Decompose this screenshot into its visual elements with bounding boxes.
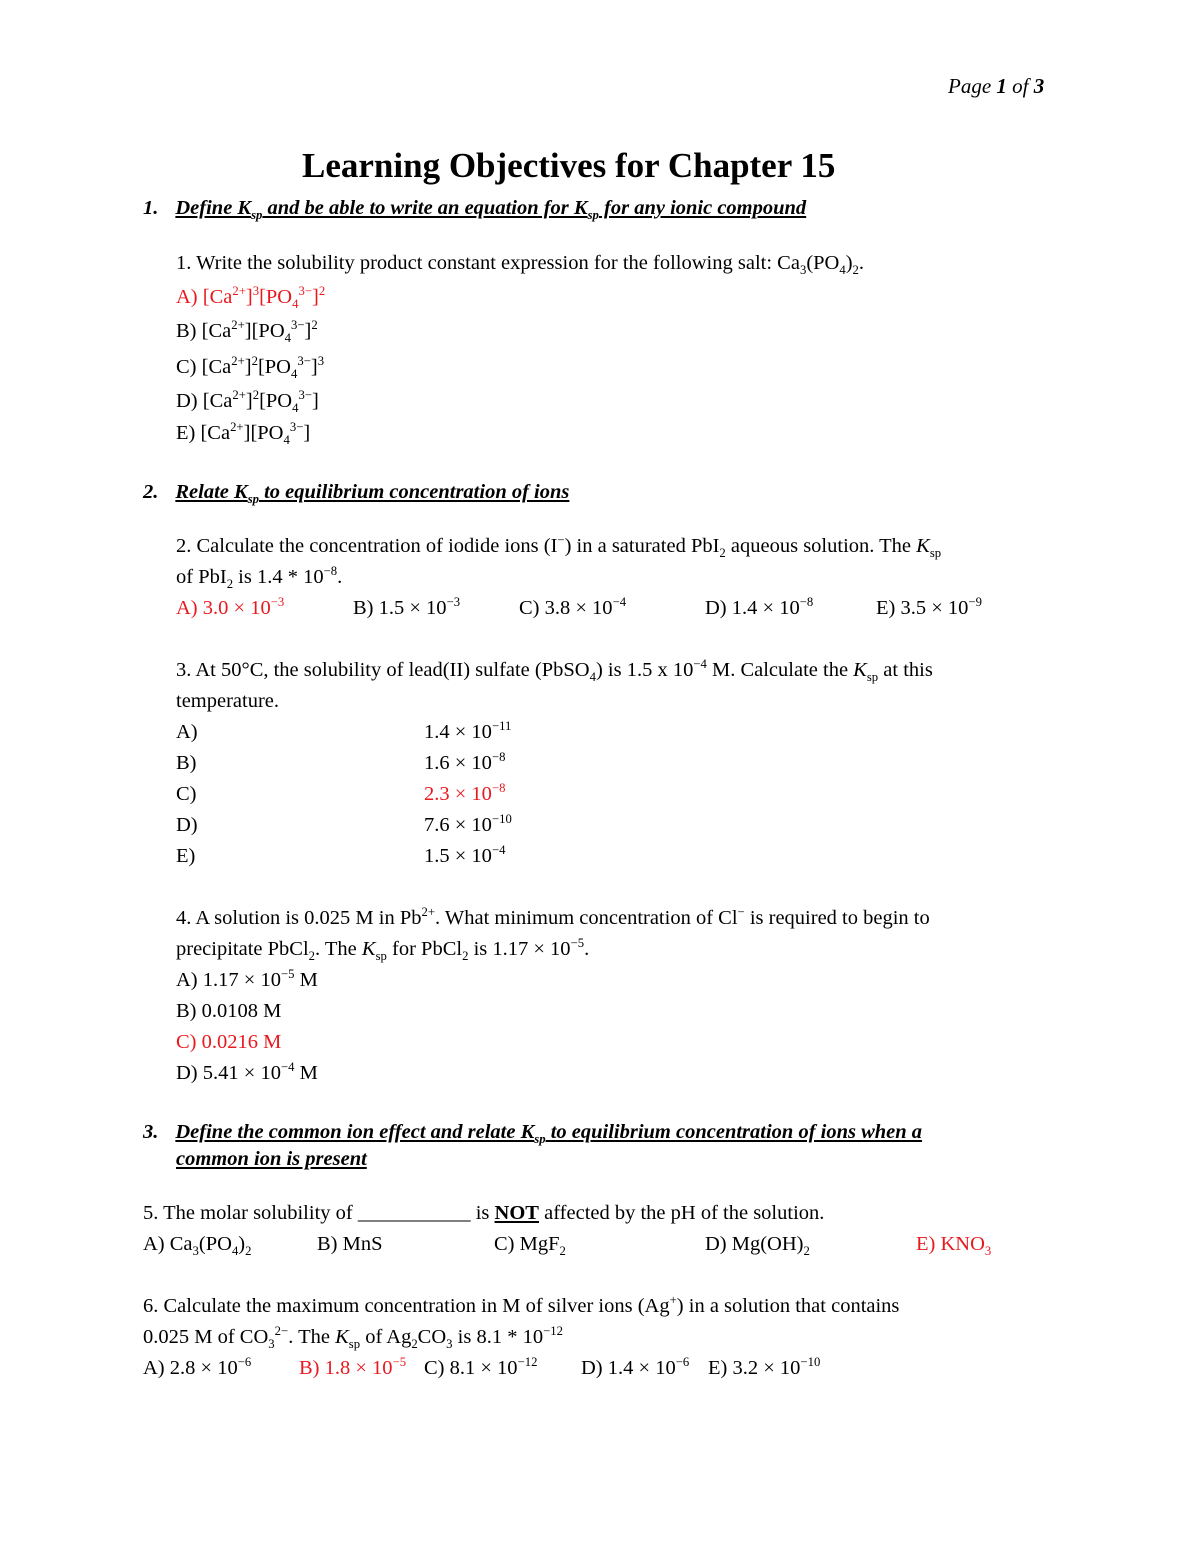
question-5-option-c: C) MgF$_2$	[494, 1233, 566, 1259]
question-2-option-e: E) $3.5 \times 10^{-9}$	[876, 595, 982, 619]
question-3-option-d-value: $7.6 \times 10^{-10}$	[424, 812, 512, 836]
question-2-stem-line-2: of PbI$_2$ is $1.4 * 10^{-8}$.	[176, 564, 343, 592]
question-3-option-e-value: $1.5 \times 10^{-4}$	[424, 843, 506, 867]
objective-1-heading: 1. Define $K_{sp}$ and be able to write an equation for $K_{sp}$ for any ionic compound	[143, 197, 807, 223]
question-3-option-d-letter: D)	[176, 814, 198, 836]
question-1-option-c: C) $[Ca^{2+}]^2[PO_4^{3-}]^3$	[176, 354, 325, 382]
question-5-option-d: D) $Mg(OH)_2$	[705, 1233, 810, 1259]
question-4-option-c: C) 0.0216 M	[176, 1031, 282, 1053]
question-3-option-c-letter: C)	[176, 783, 197, 805]
question-2-option-a: A) $3.0 \times 10^{-3}$	[176, 595, 285, 619]
question-4-option-b: B) 0.0108 M	[176, 1000, 282, 1022]
question-3-option-a-value: $1.4 \times 10^{-11}$	[424, 719, 512, 743]
question-3-option-b-value: $1.6 \times 10^{-8}$	[424, 750, 506, 774]
question-3-option-e-letter: E)	[176, 845, 196, 867]
question-1-option-a: A) $[Ca^{2+}]^3[PO_4^{3-}]^2$	[176, 284, 326, 312]
question-6-option-d: D) $1.4 \times 10^{-6}$	[581, 1355, 690, 1379]
objective-3-heading-line-1: 3. Define the common ion effect and relate $K_{sp}$ to equilibrium concentration of ions when a	[143, 1121, 923, 1147]
question-3-option-b-letter: B)	[176, 752, 197, 774]
question-1-option-e: E) $[Ca^{2+}][PO_4^{3-}]$	[176, 420, 311, 448]
question-6-option-a: A) $2.8 \times 10^{-6}$	[143, 1355, 252, 1379]
question-5-stem: 5. The molar solubility of ___________ is NOT affected by the pH of the solution.	[143, 1202, 825, 1224]
page-number: Page 1 of 3	[948, 74, 1045, 98]
question-2-stem-line-1: 2. Calculate the concentration of iodide ions (I−) in a saturated PbI$_2$ aqueous solution. The $K_{sp}$	[176, 533, 942, 561]
question-4-option-a: A) $1.17 \times 10^{-5}$ M	[176, 967, 318, 991]
question-4-option-d: D) $5.41 \times 10^{-4}$ M	[176, 1060, 318, 1084]
page-title: Learning Objectives for Chapter 15	[302, 146, 836, 185]
question-3-stem-line-1: 3. At 50°C, the solubility of lead(II) sulfate (PbSO$_4$) is 1.5 x $10^{-4}$ M. Calculate the $K_{sp}$ at this	[176, 657, 933, 685]
question-5-option-b: B) MnS	[317, 1233, 383, 1255]
question-2-option-d: D) $1.4 \times 10^{-8}$	[705, 595, 814, 619]
question-6-option-e: E) $3.2 \times 10^{-10}$	[708, 1355, 821, 1379]
objective-3-heading-line-2: common ion is present	[176, 1148, 367, 1170]
question-1-option-b: B) $[Ca^{2+}][PO_4^{3-}]^2$	[176, 318, 318, 346]
question-4-stem-line-2: precipitate PbCl$_2$. The $K_{sp}$ for PbCl$_2$ is $1.17 \times 10^{-5}$.	[176, 936, 590, 964]
question-3-option-a-letter: A)	[176, 721, 198, 743]
question-6-option-b: B) $1.8 \times 10^{-5}$	[299, 1355, 407, 1379]
question-5-option-a: A) $Ca_3(PO_4)_2$	[143, 1233, 252, 1259]
question-1-option-d: D) $[Ca^{2+}]^2[PO_4^{3-}]$	[176, 388, 319, 416]
question-6-stem-line-1: 6. Calculate the maximum concentration in M of silver ions (Ag+) in a solution that contains	[143, 1293, 900, 1317]
question-4-stem-line-1: 4. A solution is 0.025 M in $Pb^{2+}$. What minimum concentration of Cl− is required to begin to	[176, 905, 930, 929]
objective-2-heading: 2. Relate $K_{sp}$ to equilibrium concentration of ions	[143, 481, 570, 507]
question-2-option-c: C) $3.8 \times 10^{-4}$	[519, 595, 627, 619]
question-3-option-c-value: $2.3 \times 10^{-8}$	[424, 781, 506, 805]
question-5-option-e: E) $KNO_3$	[916, 1233, 992, 1259]
question-3-stem-line-2: temperature.	[176, 690, 280, 712]
question-1-stem: 1. Write the solubility product constant expression for the following salt: $Ca_3(PO_4)_2$.	[176, 252, 865, 278]
question-6-stem-line-2: 0.025 M of $CO_3^{2-}$. The $K_{sp}$ of $Ag_2CO_3$ is $8.1 * 10^{-12}$	[143, 1324, 563, 1352]
question-6-option-c: C) $8.1 \times 10^{-12}$	[424, 1355, 538, 1379]
question-2-option-b: B) $1.5 \times 10^{-3}$	[353, 595, 461, 619]
